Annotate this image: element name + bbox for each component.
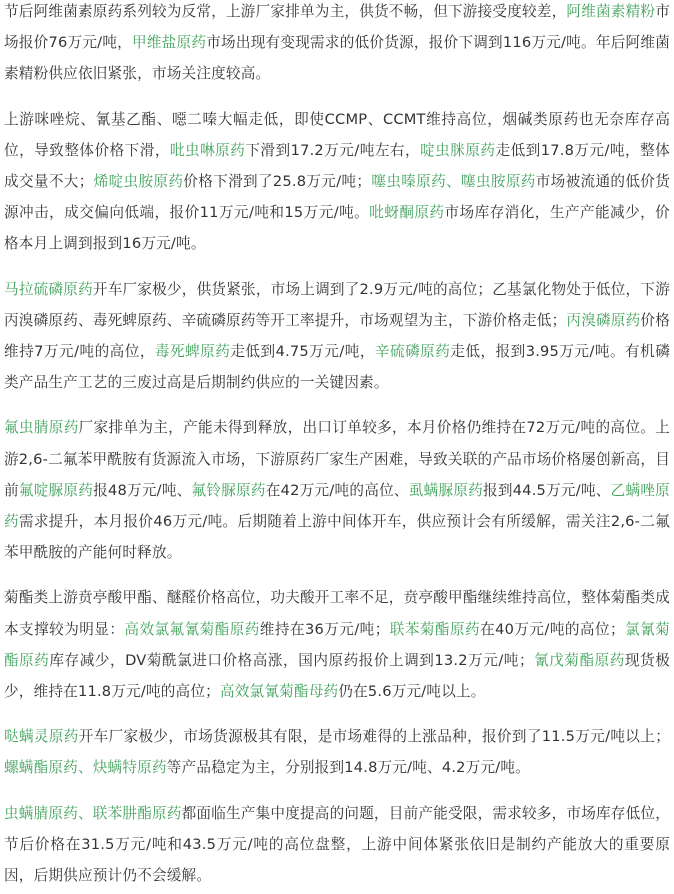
paragraph-gap bbox=[4, 707, 670, 721]
paragraph-text: 开车厂家极少，市场货源极其有限，是市场难得的上涨品种，报价到了11.5万元/吨以上； bbox=[78, 728, 670, 746]
paragraph-3 bbox=[4, 274, 670, 399]
paragraph-text: 价格维持7万元/吨的高位， bbox=[4, 311, 670, 361]
highlighted-product-name: 虫螨腈原药、联苯肼酯原药 bbox=[4, 804, 182, 822]
highlighted-product-name: 吡虫啉原药 bbox=[169, 141, 246, 159]
paragraph-text: 开车厂家极少，供货紧张，市场上调到了2.9万元/吨的高位；乙基氯化物处于低位，下游丙溴磷原药、毒死蜱原药、辛硫磷原药等开工率提升，市场观望为主，下游价格走低； bbox=[4, 280, 670, 329]
paragraph-7 bbox=[4, 798, 670, 892]
paragraph-text: 厂家排单为主，产能未得到释放，出口订单较多，本月价格仍维持在72万元/吨的高位。上游2,6-二氟苯甲酰胺有货源流入市场，下游原药厂家生产困难，导致关联的产品市场价格屡创新高，目前 bbox=[4, 419, 670, 499]
paragraph-gap bbox=[4, 784, 670, 798]
paragraph-gap bbox=[4, 568, 670, 582]
paragraph-text: 走低到4.75万元/吨， bbox=[230, 343, 375, 361]
paragraph-text: 市场出现有变现需求的低价货源，报价下调到116万元/吨。年后阿维菌素精粉供应依旧紧张，市场关注度较高。 bbox=[4, 34, 670, 83]
highlighted-product-name: 甲维盐原药 bbox=[132, 34, 207, 52]
paragraph-text: 节后阿维菌素原药系列较为反常，上游厂家排单为主，供货不畅，但下游接受度较差， bbox=[4, 3, 567, 20]
highlighted-product-name: 丙溴磷原药 bbox=[566, 311, 641, 329]
paragraph-text: 都面临生产集中度提高的问题，目前产能受限，需求较多，市场库存低位，节后价格在31.5万元/吨和43.5万元/吨的高位盘整，上游中间体紧张依旧是制约产能放大的重要原因，后期供应预计仍不会缓解。 bbox=[4, 804, 670, 885]
paragraph-text: 等产品稳定为主，分别报到14.8万元/吨、4.2万元/吨。 bbox=[166, 759, 530, 777]
highlighted-product-name: 哒螨灵原药 bbox=[4, 728, 79, 746]
highlighted-product-name: 辛硫磷原药 bbox=[374, 343, 451, 361]
highlighted-product-name: 吡蚜酮原药 bbox=[369, 204, 445, 222]
paragraph-text: 市场被流通的低价货源冲击，成交偏向低端，报价11万元/吨和15万元/吨。 bbox=[4, 173, 671, 222]
highlighted-product-name: 高效氯氟氰菊酯原药 bbox=[124, 620, 260, 638]
highlighted-product-name: 噻虫嗪原药、噻虫胺原药 bbox=[371, 173, 536, 191]
paragraph-text: 维持在36万元/吨； bbox=[259, 620, 390, 638]
highlighted-product-name: 氟虫腈原药 bbox=[4, 419, 79, 437]
highlighted-product-name: 氟啶脲原药 bbox=[18, 481, 94, 499]
highlighted-product-name: 啶虫脒原药 bbox=[420, 141, 496, 159]
paragraph-2 bbox=[4, 104, 670, 260]
paragraph-text: 报48万元/吨、 bbox=[93, 481, 192, 499]
highlighted-product-name: 阿维菌素精粉 bbox=[566, 3, 656, 20]
highlighted-product-name: 乙螨唑原药 bbox=[4, 481, 670, 531]
highlighted-product-name: 高效氯氰菊酯母药 bbox=[219, 683, 339, 701]
paragraph-text: 在40万元/吨的高位； bbox=[480, 620, 625, 638]
paragraph-text: 库存减少，DV菊酰氯进口价格高涨，国内原药报价上调到13.2万元/吨； bbox=[49, 651, 534, 669]
paragraph-4 bbox=[4, 412, 670, 568]
highlighted-product-name: 氟铃脲原药 bbox=[191, 481, 266, 499]
paragraph-text: 报到44.5万元/吨、 bbox=[483, 481, 611, 499]
paragraph-gap bbox=[4, 90, 670, 104]
highlighted-product-name: 氯氰菊酯原药 bbox=[4, 620, 670, 669]
paragraph-gap bbox=[4, 260, 670, 274]
paragraph-text: 市场库存消化，生产产能减少，价格本月上调到报到16万元/吨。 bbox=[4, 204, 670, 253]
paragraph-6 bbox=[4, 721, 670, 783]
paragraph-text: 在42万元/吨的高位、 bbox=[265, 481, 409, 499]
paragraph-text: 下滑到17.2万元/吨左右， bbox=[245, 141, 421, 159]
paragraph-text: 走低，报到3.95万元/吨。有机磷类产品生产工艺的三废过高是后期制约供应的一关键因素。 bbox=[4, 343, 671, 392]
paragraph-text: 仍在5.6万元/吨以上。 bbox=[338, 683, 486, 701]
paragraph-gap bbox=[4, 398, 670, 412]
highlighted-product-name: 虱螨脲原药 bbox=[408, 481, 484, 499]
paragraph-1 bbox=[4, 0, 670, 90]
highlighted-product-name: 联苯菊酯原药 bbox=[389, 620, 481, 638]
paragraph-text: 价格下滑到了25.8万元/吨； bbox=[183, 173, 372, 191]
highlighted-product-name: 烯啶虫胺原药 bbox=[93, 173, 184, 191]
highlighted-product-name: 氰戊菊酯原药 bbox=[533, 651, 625, 669]
paragraph-text: 市场报价76万元/吨， bbox=[4, 3, 671, 52]
paragraph-text: 需求提升，本月报价46万元/吨。后期随着上游中间体开车，供应预计会有所缓解，需关注2,6-二氟苯甲酰胺的产能何时释放。 bbox=[4, 513, 670, 562]
paragraph-text: 菊酯类上游贲亭酸甲酯、醚醛价格高位，功夫酸开工率不足，贲亭酸甲酯继续维持高位，整体菊酯类成本支撑较为明显： bbox=[4, 589, 670, 638]
highlighted-product-name: 螺螨酯原药、炔螨特原药 bbox=[4, 759, 167, 777]
highlighted-product-name: 毒死蜱原药 bbox=[154, 343, 231, 361]
paragraph-5 bbox=[4, 582, 670, 707]
highlighted-product-name: 马拉硫磷原药 bbox=[4, 280, 93, 298]
paragraph-text: 上游咪唑烷、氰基乙酯、噁二嗪大幅走低，即使CCMP、CCMT维持高位，烟碱类原药也无奈库存高位，导致整体价格下滑， bbox=[4, 110, 670, 159]
paragraph-text: 现货极少，维持在11.8万元/吨的高位； bbox=[4, 651, 670, 701]
paragraph-text: 走低到17.8万元/吨，整体成交量不大； bbox=[4, 141, 670, 191]
